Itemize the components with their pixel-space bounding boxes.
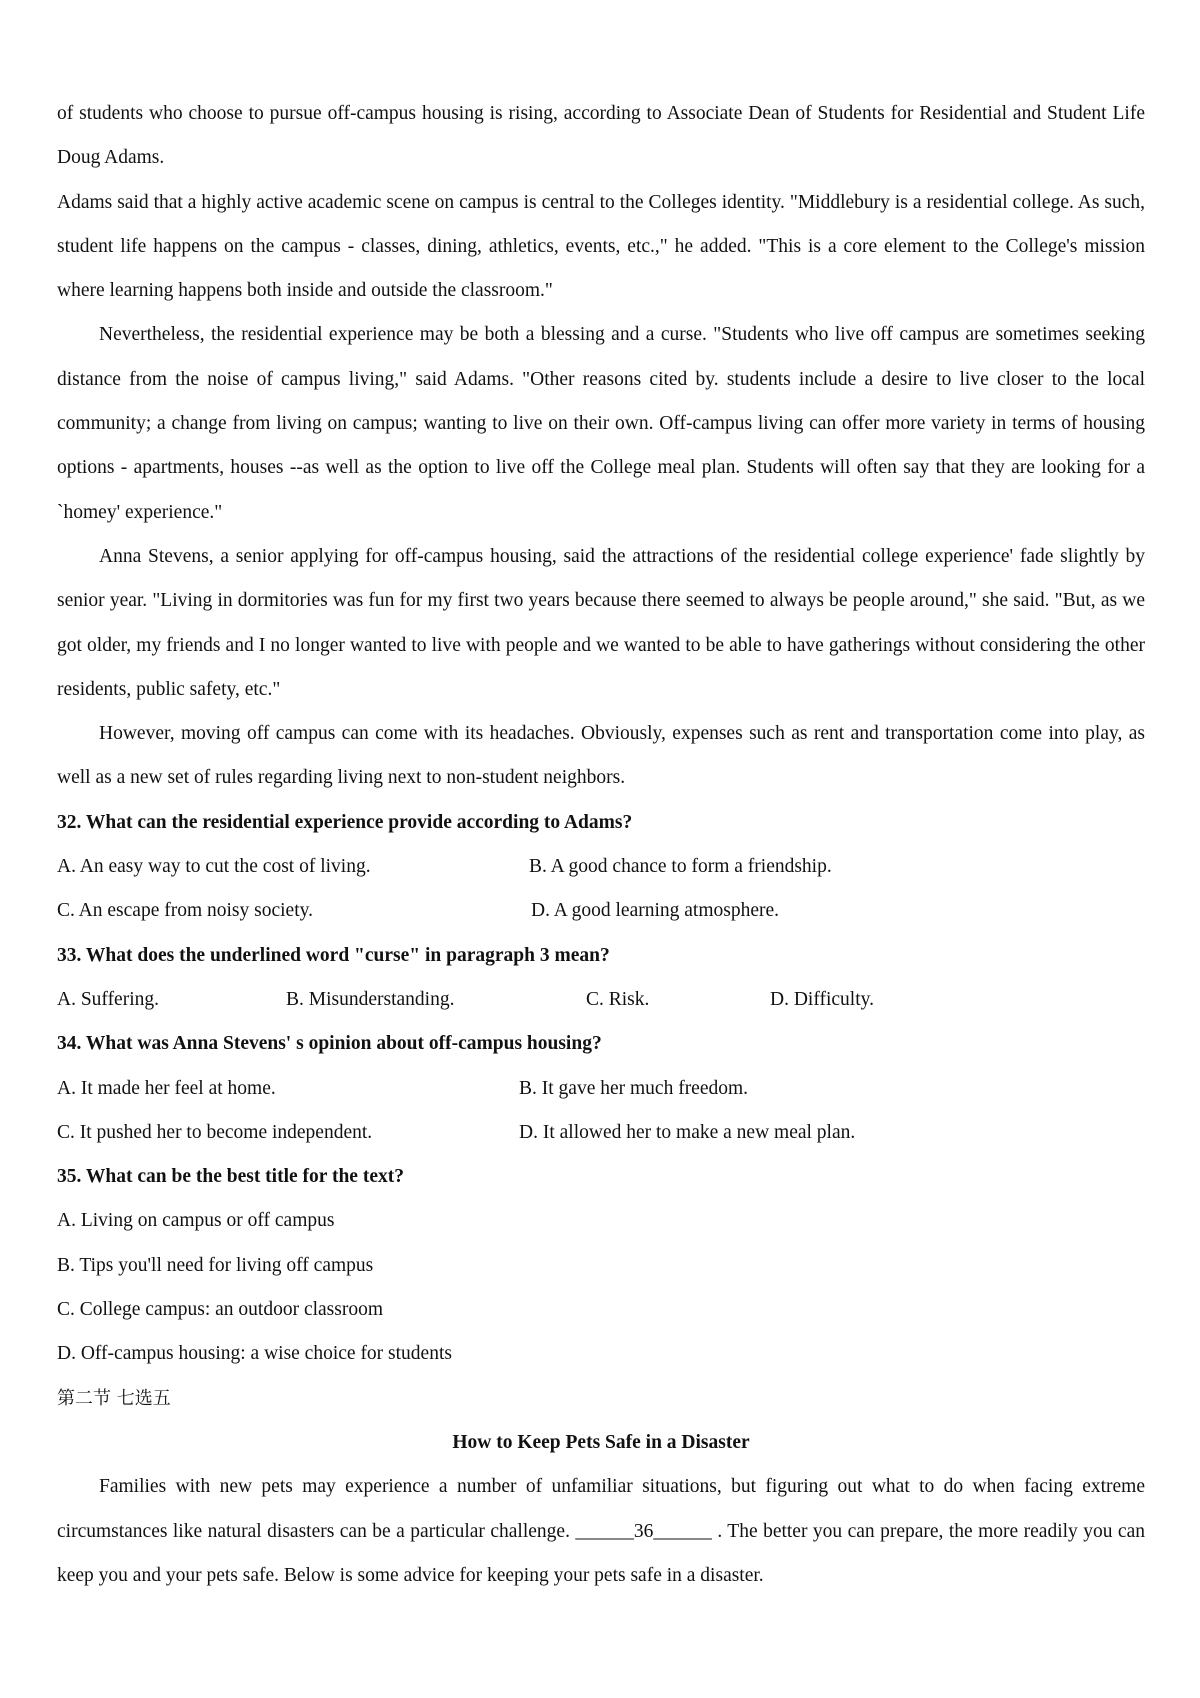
passage-title: How to Keep Pets Safe in a Disaster	[452, 1431, 750, 1453]
question-33-option-b: B. Misunderstanding.	[286, 988, 455, 1010]
question-34-option-a: A. It made her feel at home.	[57, 1077, 276, 1099]
question-34-option-c: C. It pushed her to become independent.	[57, 1121, 373, 1143]
passage-paragraph-2: Adams said that a highly active academic scene on campus is central to the Colleges identity. "Middlebury is a residential college. As such, student life happens on the campus - classes, dining, athletics, events, etc.," he added. "This is a core element to the College's mission where learning happens both inside and outside the classroom."	[57, 191, 1145, 302]
passage-paragraph-3: Nevertheless, the residential experience may be both a blessing and a curse. "Students who live off campus are sometimes seeking distance from the noise of campus living," said Adams. "Other reasons cited by. students include a desire to live closer to the local community; a change from living on campus; wanting to live on their own. Off-campus living can offer more variety in terms of housing options - apartments, houses --as well as the option to live off the College meal plan. Students will often say that they are looking for a `homey' experience."	[57, 324, 1145, 523]
question-34-options-row-2	[57, 1111, 1145, 1155]
question-34-stem: 34. What was Anna Stevens' s opinion about off-campus housing?	[57, 1033, 602, 1055]
passage-paragraph-5: However, moving off campus can come with its headaches. Obviously, expenses such as rent and transportation come into play, as well as a new set of rules regarding living next to non-student neighbors.	[57, 723, 1145, 789]
question-35-option-c: C. College campus: an outdoor classroom	[57, 1299, 384, 1321]
question-32-option-c: C. An escape from noisy society.	[57, 900, 313, 922]
question-33-options-row	[57, 978, 1145, 1022]
question-32-option-d: D. A good learning atmosphere.	[531, 900, 780, 922]
question-35-option-b: B. Tips you'll need for living off campus	[57, 1254, 374, 1276]
question-32-option-a: A. An easy way to cut the cost of living.	[57, 856, 371, 878]
question-34-option-d: D. It allowed her to make a new meal plan.	[519, 1121, 856, 1143]
question-35-option-d: D. Off-campus housing: a wise choice for students	[57, 1343, 452, 1365]
question-33-option-d: D. Difficulty.	[770, 988, 874, 1010]
question-32-options-row-2	[57, 889, 1145, 933]
section2-paragraph-1: Families with new pets may experience a number of unfamiliar situations, but figuring out what to do when facing extreme circumstances like natural disasters can be a particular challenge. ______36______ . The better you can prepare, the more readily you can keep you and your pets safe. Below is some advice for keeping your pets safe in a disaster.	[57, 1476, 1145, 1586]
question-32-option-b: B. A good chance to form a friendship.	[529, 856, 832, 878]
question-33-option-c: C. Risk.	[586, 988, 650, 1010]
passage-paragraph-1: of students who choose to pursue off-campus housing is rising, according to Associate Dean of Students for Residential and Student Life Doug Adams.	[57, 103, 1145, 169]
passage-paragraph-4: Anna Stevens, a senior applying for off-campus housing, said the attractions of the residential college experience' fade slightly by senior year. "Living in dormitories was fun for my first two years because there seemed to always be people around," she said. "But, as we got older, my friends and I no longer wanted to live with people and we wanted to be able to have gatherings without considering the other residents, public safety, etc."	[57, 545, 1145, 700]
question-35-option-a: A. Living on campus or off campus	[57, 1210, 335, 1232]
question-35-stem: 35. What can be the best title for the text?	[57, 1166, 404, 1188]
question-34-options-row-1	[57, 1067, 1145, 1111]
question-32-options-row-1	[57, 845, 1145, 889]
section-heading: 第二节 七选五	[57, 1387, 171, 1409]
question-34-option-b: B. It gave her much freedom.	[519, 1077, 749, 1099]
question-33-option-a: A. Suffering.	[57, 988, 160, 1010]
question-32-stem: 32. What can the residential experience provide according to Adams?	[57, 811, 633, 833]
question-33-stem: 33. What does the underlined word "curse" in paragraph 3 mean?	[57, 944, 610, 966]
document-page	[57, 92, 1145, 1598]
